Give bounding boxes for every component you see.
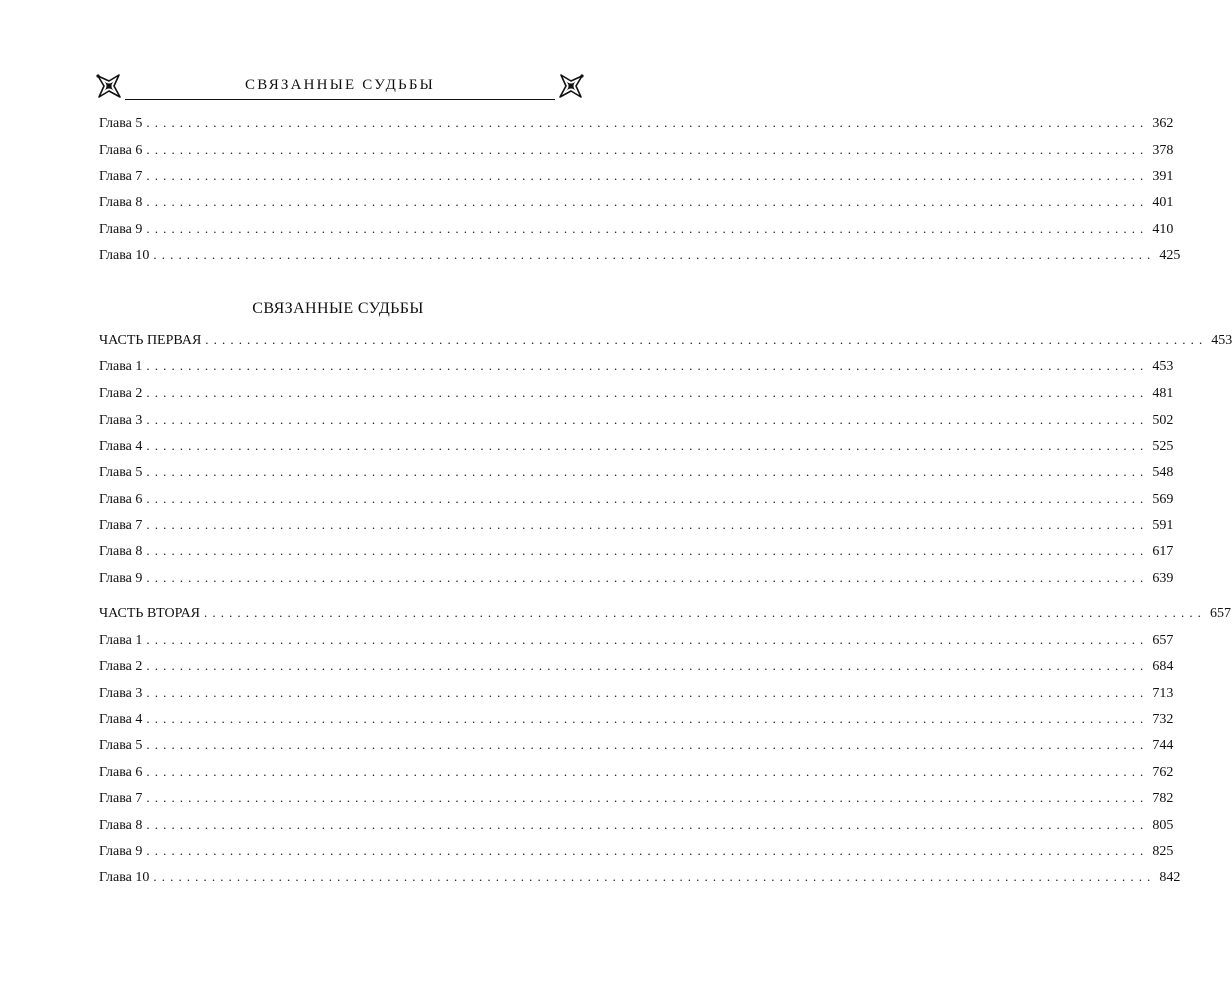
dot-leader: ........................................................................................................................ <box>146 221 1149 236</box>
toc-entry[interactable] <box>99 630 1174 650</box>
entry-label: Глава 1 <box>99 633 143 648</box>
toc-entry[interactable] <box>99 735 1174 755</box>
toc-entry[interactable] <box>99 762 1174 782</box>
dot-leader: ........................................................................................................................ <box>153 247 1156 262</box>
dot-leader: ........................................................................................................................ <box>146 385 1149 400</box>
toc-part-entry[interactable] <box>99 603 1232 623</box>
entry-label: Глава 4 <box>99 712 143 727</box>
toc-entry[interactable] <box>99 683 1174 703</box>
dot-leader: ........................................................................................................................ <box>146 491 1149 506</box>
entry-label: Глава 10 <box>99 248 150 263</box>
dot-leader: ........................................................................................................................ <box>146 438 1149 453</box>
entry-label: Глава 9 <box>99 571 143 586</box>
part-page: 453 <box>1211 333 1232 348</box>
entry-page: 502 <box>1152 413 1174 428</box>
toc-entry[interactable] <box>99 815 1174 835</box>
dot-leader: ........................................................................................................................ <box>205 332 1208 347</box>
dot-leader: ........................................................................................................................ <box>146 737 1149 752</box>
entry-page: 657 <box>1152 633 1174 648</box>
entry-page: 639 <box>1152 571 1174 586</box>
entry-label: Глава 2 <box>99 659 143 674</box>
toc-entry[interactable] <box>99 541 1174 561</box>
toc-entry[interactable] <box>99 867 1181 887</box>
entry-label: Глава 3 <box>99 413 143 428</box>
entry-label: Глава 8 <box>99 195 143 210</box>
part-page: 657 <box>1210 606 1232 621</box>
entry-label: Глава 8 <box>99 544 143 559</box>
entry-page: 391 <box>1152 169 1174 184</box>
part-label: ЧАСТЬ ВТОРАЯ <box>99 606 201 621</box>
toc-entry[interactable] <box>99 841 1174 861</box>
dot-leader: ........................................................................................................................ <box>146 790 1149 805</box>
entry-label: Глава 2 <box>99 386 143 401</box>
entry-label: Глава 9 <box>99 222 143 237</box>
dot-leader: ........................................................................................................................ <box>146 543 1149 558</box>
toc-entry[interactable] <box>99 462 1174 482</box>
entry-label: Глава 3 <box>99 686 143 701</box>
entry-page: 378 <box>1152 143 1174 158</box>
entry-label: Глава 10 <box>99 870 150 885</box>
toc-entry[interactable] <box>99 356 1174 376</box>
entry-page: 782 <box>1152 791 1174 806</box>
entry-page: 410 <box>1152 222 1174 237</box>
dot-leader: ........................................................................................................................ <box>146 685 1149 700</box>
toc-entry[interactable] <box>99 383 1174 403</box>
entry-page: 825 <box>1152 844 1174 859</box>
entry-label: Глава 5 <box>99 465 143 480</box>
entry-page: 453 <box>1152 359 1174 374</box>
entry-label: Глава 6 <box>99 143 143 158</box>
toc-entry[interactable] <box>99 166 1174 186</box>
dot-leader: ........................................................................................................................ <box>146 817 1149 832</box>
entry-label: Глава 8 <box>99 818 143 833</box>
toc-entry[interactable] <box>99 140 1174 160</box>
toc-entry[interactable] <box>99 113 1174 133</box>
entry-page: 548 <box>1152 465 1174 480</box>
dot-leader: ........................................................................................................................ <box>146 142 1149 157</box>
dot-leader: ........................................................................................................................ <box>146 358 1149 373</box>
entry-page: 805 <box>1152 818 1174 833</box>
dot-leader: ........................................................................................................................ <box>146 658 1149 673</box>
entry-page: 684 <box>1152 659 1174 674</box>
dot-leader: ........................................................................................................................ <box>146 168 1149 183</box>
ornament-icon <box>557 72 585 100</box>
dot-leader: ........................................................................................................................ <box>204 605 1207 620</box>
toc-entry[interactable] <box>99 192 1174 212</box>
entry-page: 481 <box>1152 386 1174 401</box>
entry-label: Глава 6 <box>99 765 143 780</box>
entry-label: Глава 7 <box>99 518 143 533</box>
toc-entry[interactable] <box>99 788 1174 808</box>
dot-leader: ........................................................................................................................ <box>146 517 1149 532</box>
dot-leader: ........................................................................................................................ <box>146 632 1149 647</box>
header-rule <box>125 99 555 100</box>
dot-leader: ........................................................................................................................ <box>146 764 1149 779</box>
dot-leader: ........................................................................................................................ <box>146 843 1149 858</box>
entry-label: Глава 7 <box>99 791 143 806</box>
dot-leader: ........................................................................................................................ <box>146 412 1149 427</box>
part-label: ЧАСТЬ ПЕРВАЯ <box>99 333 202 348</box>
entry-page: 401 <box>1152 195 1174 210</box>
toc-entry[interactable] <box>99 709 1174 729</box>
dot-leader: ........................................................................................................................ <box>146 464 1149 479</box>
toc-entry[interactable] <box>99 219 1174 239</box>
entry-page: 713 <box>1152 686 1174 701</box>
entry-page: 732 <box>1152 712 1174 727</box>
entry-label: Глава 4 <box>99 439 143 454</box>
section-title: СВЯЗАННЫЕ СУДЬБЫ <box>252 300 424 317</box>
entry-page: 362 <box>1152 116 1174 131</box>
entry-page: 842 <box>1159 870 1181 885</box>
toc-entry[interactable] <box>99 656 1174 676</box>
dot-leader: ........................................................................................................................ <box>153 869 1156 884</box>
dot-leader: ........................................................................................................................ <box>146 115 1149 130</box>
toc-entry[interactable] <box>99 245 1181 265</box>
entry-page: 744 <box>1152 738 1174 753</box>
dot-leader: ........................................................................................................................ <box>146 194 1149 209</box>
toc-entry[interactable] <box>99 410 1174 430</box>
toc-entry[interactable] <box>99 515 1174 535</box>
entry-label: Глава 9 <box>99 844 143 859</box>
entry-page: 425 <box>1159 248 1181 263</box>
entry-page: 569 <box>1152 492 1174 507</box>
entry-page: 525 <box>1152 439 1174 454</box>
entry-page: 617 <box>1152 544 1174 559</box>
entry-label: Глава 1 <box>99 359 143 374</box>
running-header <box>95 70 585 104</box>
header-title: СВЯЗАННЫЕ СУДЬБЫ <box>245 77 435 93</box>
entry-label: Глава 6 <box>99 492 143 507</box>
dot-leader: ........................................................................................................................ <box>146 711 1149 726</box>
entry-label: Глава 7 <box>99 169 143 184</box>
toc-entry[interactable] <box>99 489 1174 509</box>
toc-entry[interactable] <box>99 436 1174 456</box>
entry-label: Глава 5 <box>99 116 143 131</box>
toc-part-entry[interactable] <box>99 330 1232 350</box>
dot-leader: ........................................................................................................................ <box>146 570 1149 585</box>
entry-label: Глава 5 <box>99 738 143 753</box>
toc-entry[interactable] <box>99 568 1174 588</box>
entry-page: 762 <box>1152 765 1174 780</box>
entry-page: 591 <box>1152 518 1174 533</box>
